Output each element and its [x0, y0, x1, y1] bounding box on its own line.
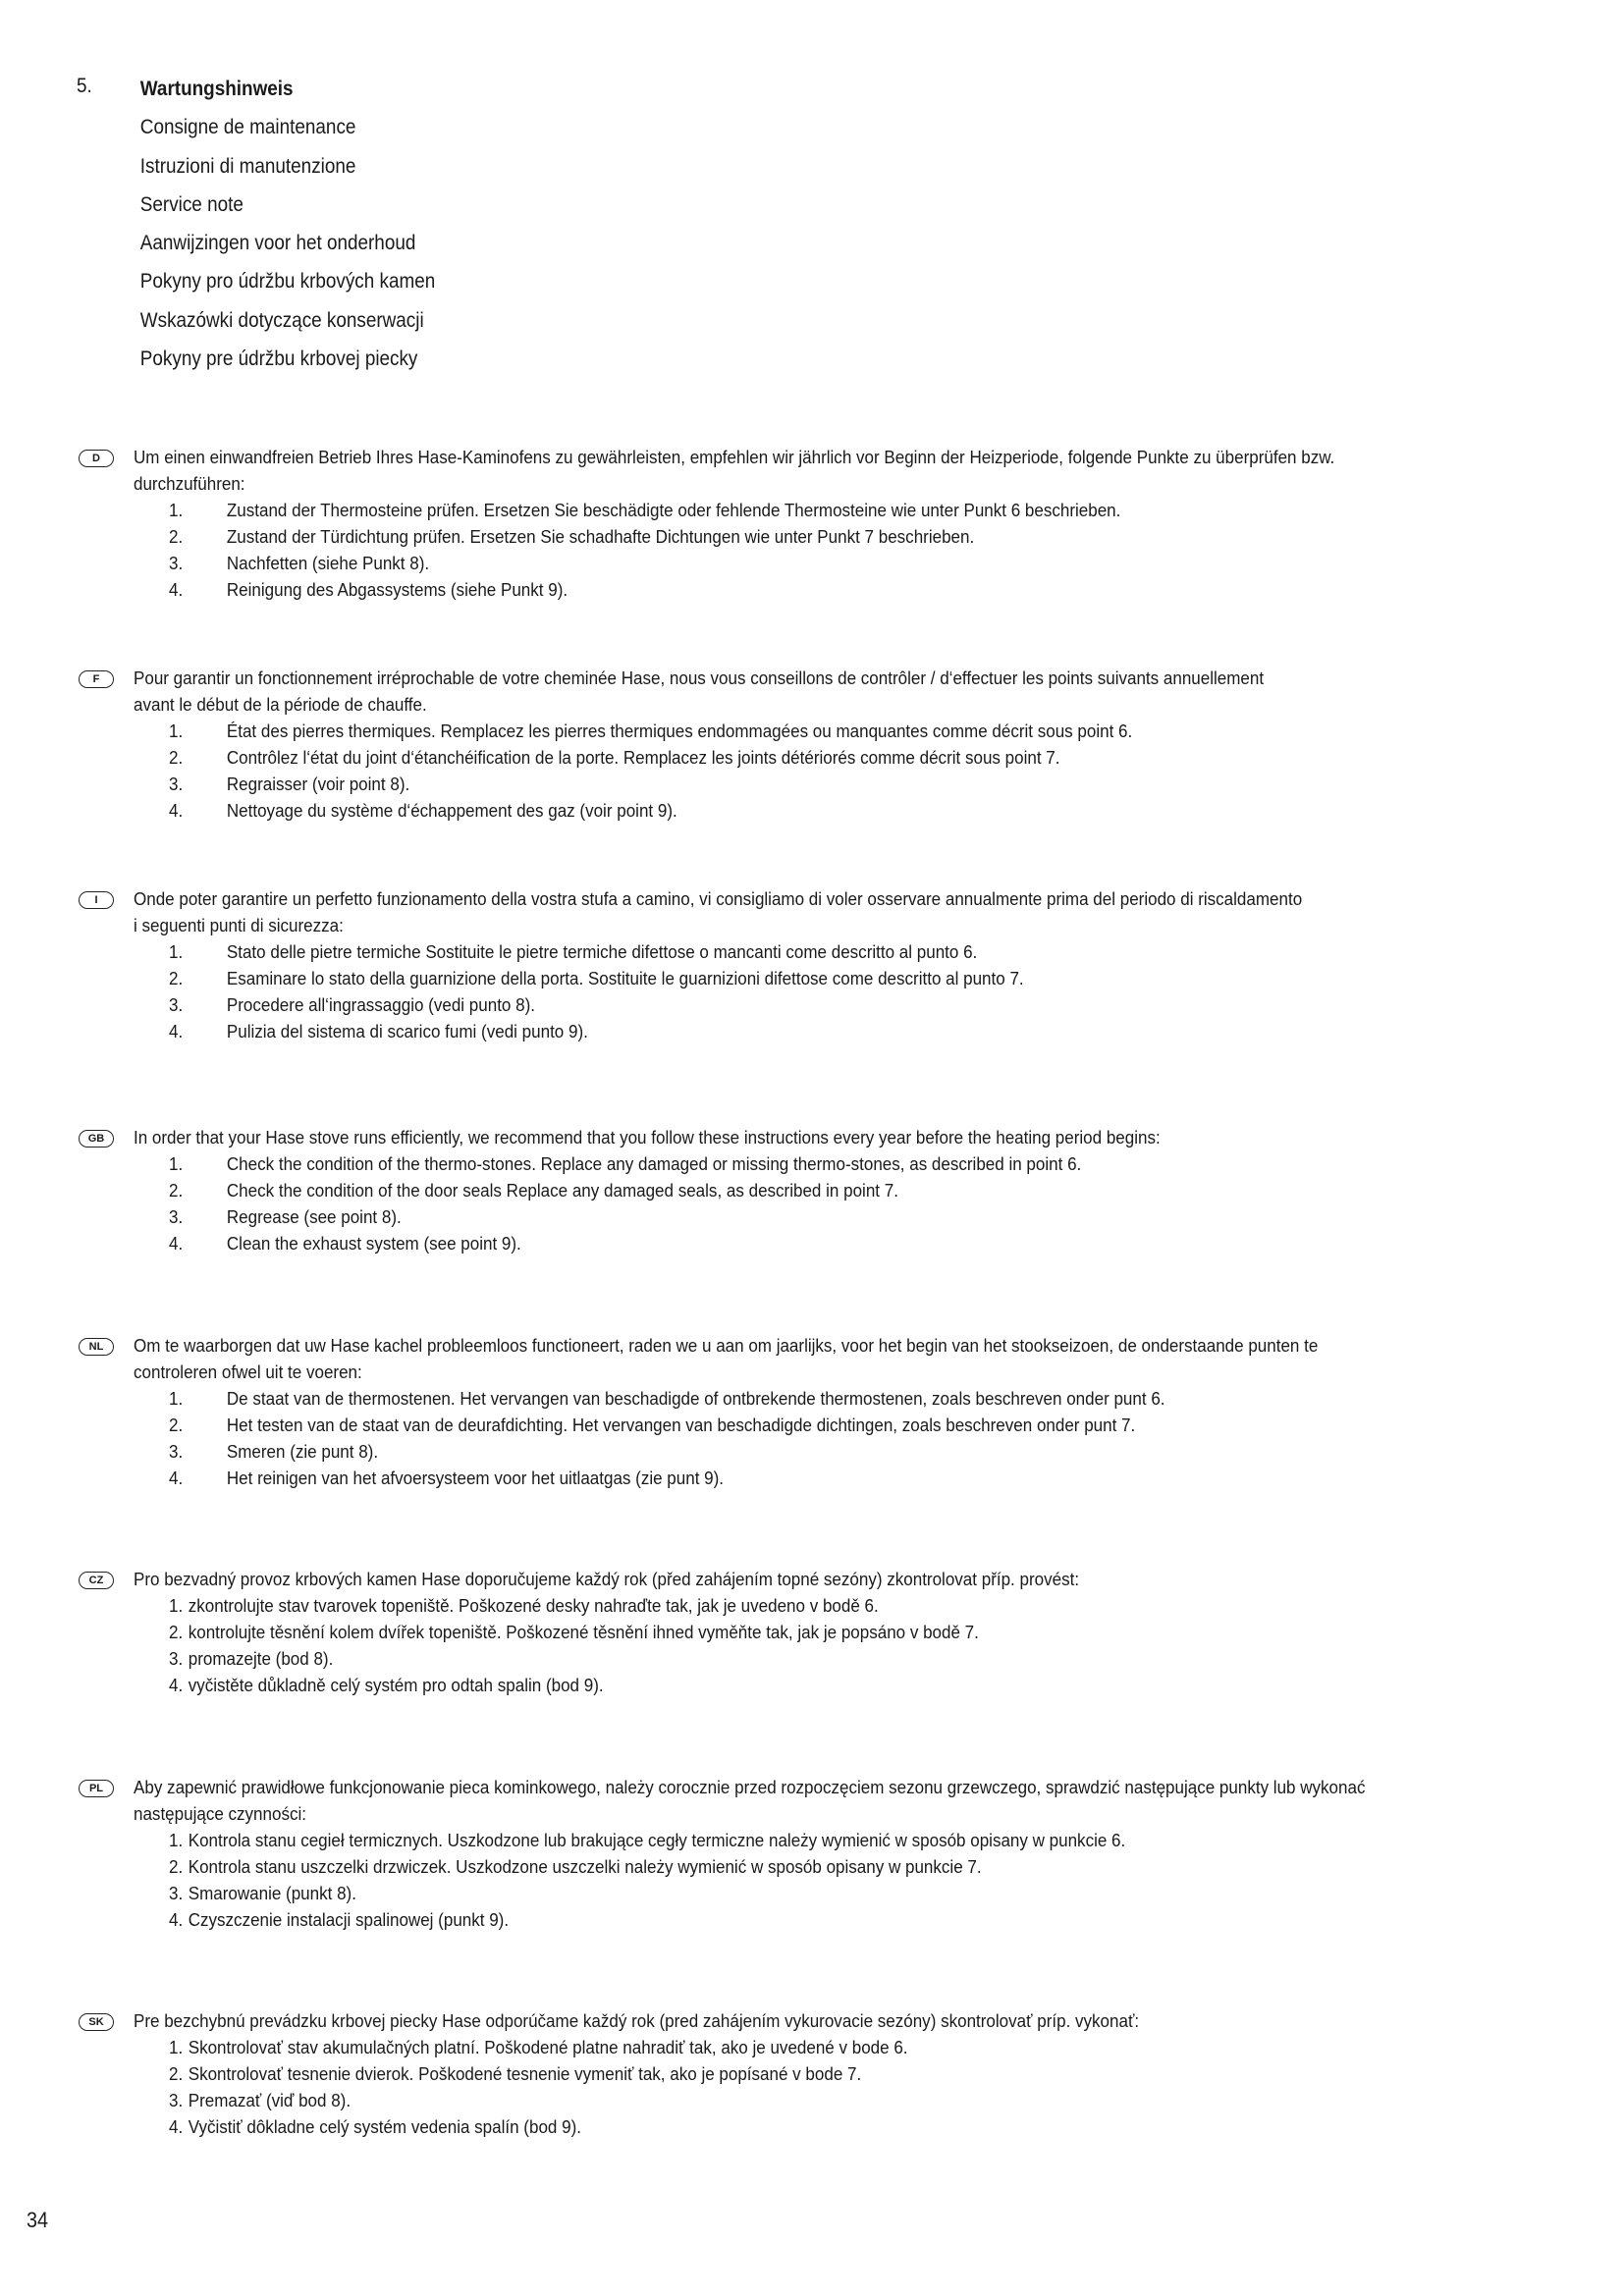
item-text: Zustand der Türdichtung prüfen. Ersetzen Sie schadhafte Dichtungen wie unter Punkt 7 beschrieben. — [226, 526, 975, 547]
list-item — [169, 550, 1614, 576]
list-item — [169, 497, 1614, 523]
list-item — [169, 1592, 1614, 1619]
language-section-fr — [79, 665, 1571, 824]
item-text: Esaminare lo stato della guarnizione della porta. Sostituite le guarnizioni difettose come descritto al punto 7. — [226, 968, 1024, 988]
item-text: Check the condition of the door seals Replace any damaged seals, as described in point 7. — [226, 1180, 898, 1201]
item-number: 2. — [169, 1856, 184, 1877]
list-item — [169, 1672, 1614, 1698]
list-item — [169, 744, 1614, 771]
maintenance-list — [169, 497, 1614, 603]
item-number: 4. — [169, 800, 184, 821]
language-section-sk — [79, 2007, 1571, 2140]
language-badge: SK — [79, 2013, 114, 2031]
list-item — [169, 1385, 1614, 1412]
item-number: 4. — [169, 1675, 184, 1695]
language-section-it — [79, 885, 1571, 1044]
item-number: 2. — [169, 1180, 184, 1201]
section-intro — [134, 1566, 1579, 1592]
item-number: 4. — [169, 1233, 184, 1254]
intro-line: i seguenti punti di sicurezza: — [134, 915, 344, 935]
language-badge: D — [79, 450, 114, 467]
item-text: Het reinigen van het afvoersysteem voor het uitlaatgas (zie punt 9). — [226, 1468, 725, 1488]
list-item — [169, 991, 1614, 1018]
language-section-cz — [79, 1566, 1571, 1698]
list-item — [169, 1177, 1614, 1203]
list-item — [169, 965, 1614, 991]
list-item — [169, 1018, 1614, 1044]
item-text: zkontrolujte stav tvarovek topeniště. Poškozené desky nahraďte tak, jak je uvedeno v bodě 6. — [188, 1595, 879, 1616]
item-number: 2. — [169, 1415, 184, 1435]
section-intro — [134, 444, 1579, 497]
maintenance-list — [169, 1385, 1614, 1491]
item-number: 4. — [169, 1468, 184, 1488]
item-text: Procedere all‘ingrassaggio (vedi punto 8). — [226, 994, 535, 1015]
language-badge: I — [79, 891, 114, 909]
item-number: 2. — [169, 747, 184, 768]
section-intro — [134, 1774, 1579, 1827]
list-item — [169, 1853, 1614, 1880]
item-text: vyčistěte důkladně celý systém pro odtah spalin (bod 9). — [188, 1675, 604, 1695]
section-intro — [134, 2007, 1579, 2034]
intro-line: avant le début de la période de chauffe. — [134, 694, 427, 715]
language-section-gb — [79, 1124, 1571, 1256]
item-number: 1. — [169, 500, 184, 520]
intro-line: Pour garantir un fonctionnement irréprochable de votre cheminée Hase, nous vous conseillons de contrôler / d‘effectuer les points suivants annuellement — [134, 667, 1265, 688]
section-title-nl: Aanwijzingen voor het onderhoud — [139, 232, 416, 255]
item-text: kontrolujte těsnění kolem dvířek topeniště. Poškozené těsnění ihned vyměňte tak, jak je popsáno v bodě 7. — [188, 1622, 979, 1642]
language-badge: NL — [79, 1338, 114, 1356]
list-item — [169, 1438, 1614, 1465]
list-item — [169, 523, 1614, 550]
language-section-pl — [79, 1774, 1571, 1933]
item-number: 1. — [169, 721, 184, 741]
list-item — [169, 718, 1614, 744]
section-intro — [134, 665, 1579, 718]
list-item — [169, 1412, 1614, 1438]
intro-line: następujące czynności: — [134, 1803, 306, 1824]
item-number: 2. — [169, 526, 184, 547]
item-text: Reinigung des Abgassystems (siehe Punkt 9). — [226, 579, 568, 600]
section-titles — [140, 75, 671, 383]
language-badge: PL — [79, 1780, 114, 1797]
list-item — [169, 2087, 1614, 2113]
list-item — [169, 1150, 1614, 1177]
list-item — [169, 2060, 1614, 2087]
item-text: Het testen van de staat van de deurafdichting. Het vervangen van beschadigde dichtingen, zoals beschreven onder punt 7. — [226, 1415, 1136, 1435]
section-title-de: Wartungshinweis — [139, 78, 294, 100]
list-item — [169, 771, 1614, 797]
item-number: 4. — [169, 1021, 184, 1041]
item-text: Skontrolovať stav akumulačných platní. Poškodené platne nahradiť tak, ako je uvedené v bode 6. — [188, 2037, 908, 2057]
list-item — [169, 1203, 1614, 1230]
section-title-it: Istruzioni di manutenzione — [139, 154, 356, 178]
maintenance-list — [169, 938, 1614, 1044]
item-text: Check the condition of the thermo-stones. Replace any damaged or missing thermo-stones, as described in point 6. — [226, 1153, 1082, 1174]
item-number: 3. — [169, 553, 184, 573]
list-item — [169, 1827, 1614, 1853]
section-title-gb: Service note — [139, 192, 244, 216]
item-number: 3. — [169, 1206, 184, 1227]
item-number: 1. — [169, 1830, 184, 1850]
item-text: Nettoyage du système d‘échappement des gaz (voir point 9). — [226, 800, 677, 821]
maintenance-list — [169, 1592, 1614, 1698]
item-text: Clean the exhaust system (see point 9). — [226, 1233, 521, 1254]
intro-line: Onde poter garantire un perfetto funzionamento della vostra stufa a camino, vi consigliamo di voler osservare annualmente prima del periodo di riscaldamento — [134, 888, 1303, 909]
item-number: 4. — [169, 2116, 184, 2137]
language-badge: F — [79, 670, 114, 688]
item-text: Czyszczenie instalacji spalinowej (punkt 9). — [188, 1909, 510, 1930]
item-text: Regrease (see point 8). — [226, 1206, 402, 1227]
item-number: 2. — [169, 2063, 184, 2084]
intro-line: Aby zapewnić prawidłowe funkcjonowanie pieca kominkowego, należy corocznie przed rozpoczęciem sezonu grzewczego, sprawdzić następujące punkty lub wykonać — [134, 1777, 1366, 1797]
language-badge: GB — [79, 1130, 114, 1148]
list-item — [169, 1645, 1614, 1672]
page-number: 34 — [27, 2208, 49, 2232]
section-number: 5. — [77, 75, 92, 97]
intro-line: Om te waarborgen dat uw Hase kachel probleemloos functioneert, raden we u aan om jaarlijks, voor het begin van het stookseizoen, de onderstaande punten te — [134, 1335, 1319, 1356]
item-text: Premazať (viď bod 8). — [188, 2090, 352, 2110]
item-text: État des pierres thermiques. Remplacez les pierres thermiques endommagées ou manquantes comme décrit sous point 6. — [226, 721, 1133, 741]
item-text: Nachfetten (siehe Punkt 8). — [226, 553, 430, 573]
maintenance-list — [169, 1150, 1614, 1256]
section-intro — [134, 885, 1579, 938]
maintenance-list — [169, 2034, 1614, 2140]
section-intro — [134, 1124, 1579, 1150]
item-text: Skontrolovať tesnenie dvierok. Poškodené tesnenie vymeniť tak, ako je popísané v bode 7. — [188, 2063, 862, 2084]
list-item — [169, 1880, 1614, 1906]
section-title-fr: Consigne de maintenance — [139, 116, 356, 139]
list-item — [169, 1619, 1614, 1645]
item-number: 3. — [169, 1883, 184, 1903]
intro-line: Pro bezvadný provoz krbových kamen Hase doporučujeme každý rok (před zahájením topné sezóny) zkontrolovat příp. provést: — [134, 1569, 1080, 1589]
item-text: Pulizia del sistema di scarico fumi (vedi punto 9). — [226, 1021, 588, 1041]
item-number: 4. — [169, 579, 184, 600]
item-number: 1. — [169, 1595, 184, 1616]
item-text: promazejte (bod 8). — [188, 1648, 334, 1669]
intro-line: Um einen einwandfreien Betrieb Ihres Hase-Kaminofens zu gewährleisten, empfehlen wir jährlich vor Beginn der Heizperiode, folgende Punkte zu überprüfen bzw. — [134, 447, 1335, 467]
item-text: Kontrola stanu uszczelki drzwiczek. Uszkodzone uszczelki należy wymienić w sposób opisany w punkcie 7. — [188, 1856, 982, 1877]
item-number: 1. — [169, 1388, 184, 1409]
item-text: Contrôlez l‘état du joint d‘étanchéification de la porte. Remplacez les joints détériorés comme décrit sous point 7. — [226, 747, 1060, 768]
item-text: Smeren (zie punt 8). — [226, 1441, 379, 1462]
list-item — [169, 1230, 1614, 1256]
item-text: Zustand der Thermosteine prüfen. Ersetzen Sie beschädigte oder fehlende Thermosteine wie unter Punkt 6 beschrieben. — [226, 500, 1121, 520]
item-number: 3. — [169, 1648, 184, 1669]
list-item — [169, 797, 1614, 824]
intro-line: durchzuführen: — [134, 473, 245, 494]
item-number: 3. — [169, 774, 184, 794]
list-item — [169, 1906, 1614, 1933]
item-text: Vyčistiť dôkladne celý systém vedenia spalín (bod 9). — [188, 2116, 581, 2137]
language-section-nl — [79, 1332, 1571, 1491]
list-item — [169, 1465, 1614, 1491]
item-text: De staat van de thermostenen. Het vervangen van beschadigde of ontbrekende thermostenen, zoals beschreven onder punt 6. — [226, 1388, 1165, 1409]
item-number: 2. — [169, 1622, 184, 1642]
item-text: Stato delle pietre termiche Sostituite le pietre termiche difettose o mancanti come descritto al punto 6. — [226, 941, 978, 962]
item-text: Regraisser (voir point 8). — [226, 774, 410, 794]
item-number: 3. — [169, 1441, 184, 1462]
item-text: Kontrola stanu cegieł termicznych. Uszkodzone lub brakujące cegły termiczne należy wymienić w sposób opisany w punkcie 6. — [188, 1830, 1126, 1850]
section-intro — [134, 1332, 1579, 1385]
list-item — [169, 2034, 1614, 2060]
item-number: 1. — [169, 941, 184, 962]
item-text: Smarowanie (punkt 8). — [188, 1883, 356, 1903]
maintenance-list — [169, 718, 1614, 824]
section-title-sk: Pokyny pre údržbu krbovej piecky — [139, 347, 418, 371]
item-number: 1. — [169, 1153, 184, 1174]
intro-line: Pre bezchybnú prevádzku krbovej piecky Hase odporúčame každý rok (pred zahájením vykurovacie sezóny) skontrolovať príp. vykonať: — [134, 2010, 1140, 2031]
section-title-pl: Wskazówki dotyczące konserwacji — [139, 308, 424, 332]
item-number: 3. — [169, 994, 184, 1015]
list-item — [169, 2113, 1614, 2140]
item-number: 1. — [169, 2037, 184, 2057]
item-number: 4. — [169, 1909, 184, 1930]
section-title-cz: Pokyny pro údržbu krbových kamen — [139, 270, 436, 294]
intro-line: controleren ofwel uit te voeren: — [134, 1362, 362, 1382]
language-badge: CZ — [79, 1572, 114, 1589]
item-number: 3. — [169, 2090, 184, 2110]
item-number: 2. — [169, 968, 184, 988]
list-item — [169, 576, 1614, 603]
language-section-de — [79, 444, 1571, 603]
maintenance-list — [169, 1827, 1614, 1933]
list-item — [169, 938, 1614, 965]
intro-line: In order that your Hase stove runs efficiently, we recommend that you follow these instructions every year before the heating period begins: — [134, 1127, 1161, 1148]
